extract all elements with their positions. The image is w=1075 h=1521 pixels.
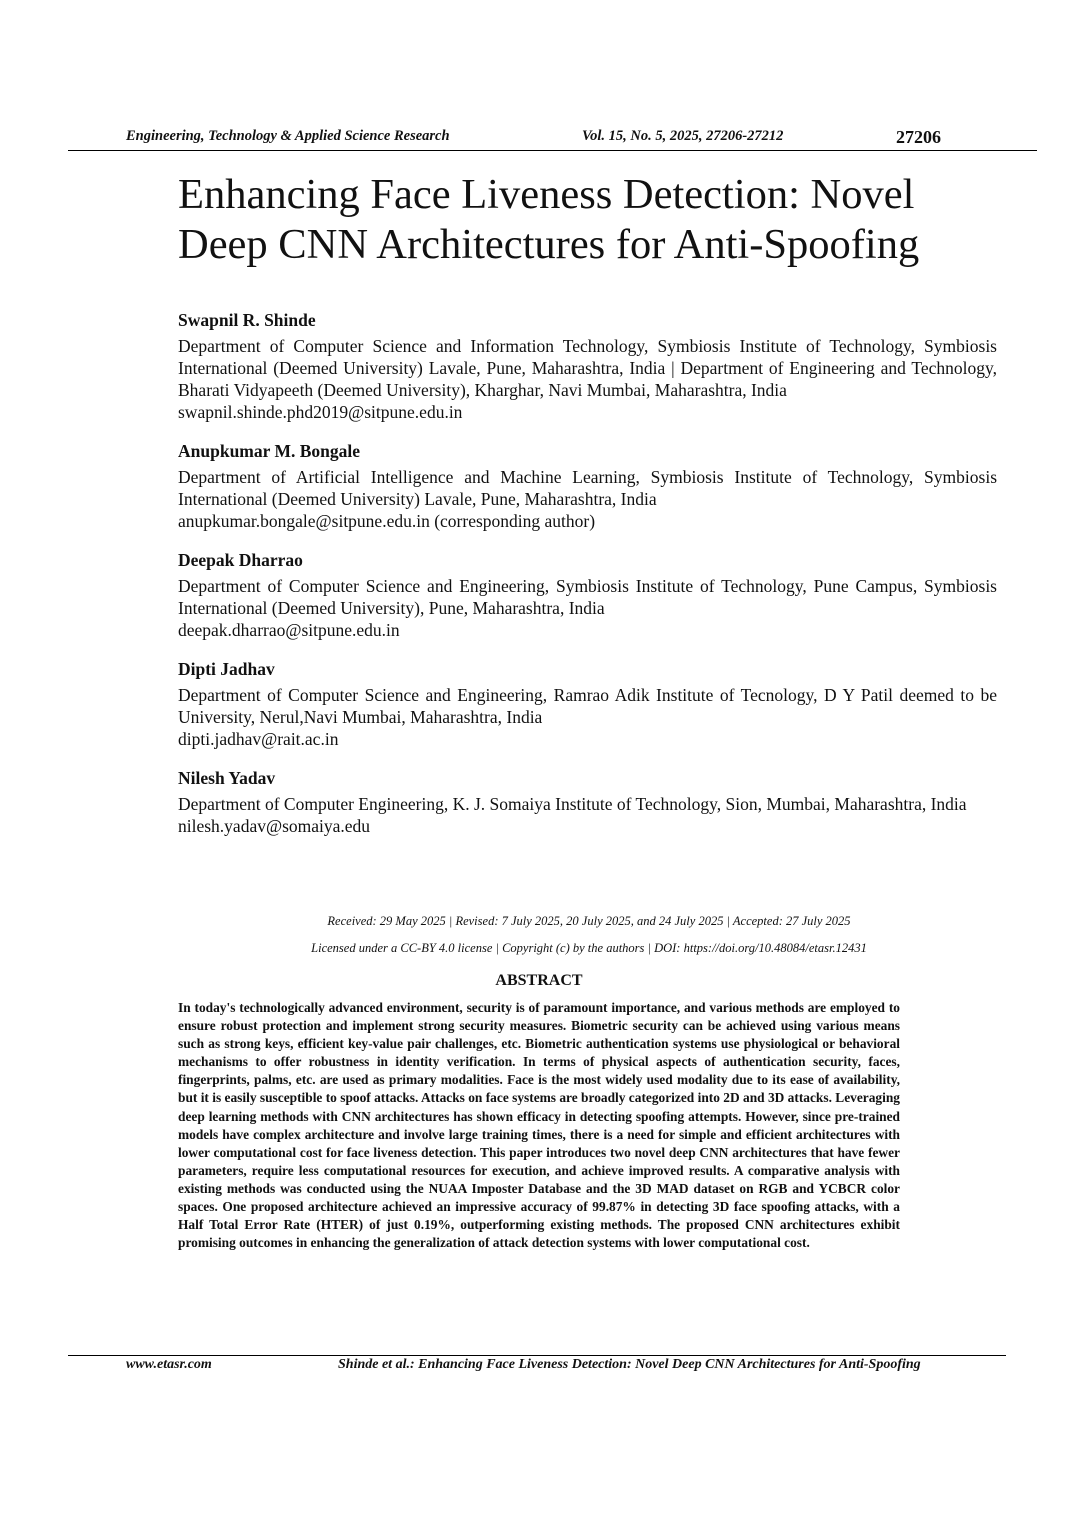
abstract-text: In today's technologically advanced environment, security is of paramount importance, and various methods are employed to ensure robust protection and implement strong security measures. Biometric security can be achieved using various means such as strong keys, efficient key-value pair challenges, etc. Biometric authentication systems use physiological or behavioral mechanisms to offer robustness in identity verification. In terms of physical aspects of authentication security, faces, fingerprints, palms, etc. are used as primary modalities. Face is the most widely used modality due to its ease of availability, but it is easily susceptible to spoof attacks. Attacks on face systems are broadly categorized into 2D and 3D attacks. Leveraging deep learning methods with CNN architectures has shown efficacy in detecting spoofing attempts. However, since pre-trained models have complex architecture and involve large training times, there is a need for simple and efficient architectures with lower computational cost for face liveness detection. This paper introduces two novel deep CNN architectures that have fewer parameters, require less computational resources for execution, and achieve improved results. A comparative analysis with existing methods was conducted using the NUAA Imposter Database and the 3D MAD dataset on RGB and YCBCR color spaces. One proposed architecture achieved an impressive accuracy of 99.87% in detecting 3D face spoofing attacks, with a Half Total Error Rate (HTER) of just 0.19%, outperforming existing methods. The proposed CNN architectures exhibit promising outcomes in enhancing the generalization of attack detection systems with lower computational cost. bbox=[178, 1000, 900, 1251]
author-name: Deepak Dharrao bbox=[178, 550, 303, 570]
author-name: Nilesh Yadav bbox=[178, 768, 276, 788]
author-name: Swapnil R. Shinde bbox=[178, 310, 316, 330]
paper-title bbox=[178, 170, 1008, 270]
author-list bbox=[178, 308, 997, 853]
author-affiliation: Department of Computer Science and Engineering, Ramrao Adik Institute of Tecnology, D Y Patil deemed to be University, Nerul,Navi Mumbai, Maharashtra, India bbox=[178, 685, 997, 727]
author-email: deepak.dharrao@sitpune.edu.in bbox=[178, 620, 400, 640]
received-dates: Received: 29 May 2025 | Revised: 7 July 2025, 20 July 2025, and 24 July 2025 | Accepted: 27 July 2025 bbox=[327, 914, 851, 928]
author-email: swapnil.shinde.phd2019@sitpune.edu.in bbox=[178, 402, 463, 422]
journal-name: Engineering, Technology & Applied Science Research bbox=[126, 128, 450, 144]
author-block bbox=[178, 548, 997, 641]
author-email: dipti.jadhav@rait.ac.in bbox=[178, 729, 339, 749]
title-line-2: Deep CNN Architectures for Anti-Spoofing bbox=[178, 221, 920, 268]
author-affiliation: Department of Computer Science and Engineering, Symbiosis Institute of Technology, Pune Campus, Symbiosis International (Deemed University), Pune, Maharashtra, India bbox=[178, 576, 997, 618]
volume-info: Vol. 15, No. 5, 2025, 27206-27212 bbox=[582, 128, 784, 144]
footer-rule bbox=[68, 1355, 1006, 1356]
header-rule bbox=[68, 150, 1037, 151]
author-email: anupkumar.bongale@sitpune.edu.in (corresponding author) bbox=[178, 511, 596, 531]
author-affiliation: Department of Computer Science and Information Technology, Symbiosis Institute of Technology, Symbiosis International (Deemed University) Lavale, Pune, Maharashtra, India | Department of Engineering and Technology, Bharati Vidyapeeth (Deemed University), Kharghar, Navi Mumbai, Maharashtra, India bbox=[178, 336, 997, 400]
author-block bbox=[178, 657, 997, 750]
page-number: 27206 bbox=[896, 127, 941, 147]
author-name: Dipti Jadhav bbox=[178, 659, 275, 679]
title-line-1: Enhancing Face Liveness Detection: Novel bbox=[178, 171, 915, 218]
license-doi: Licensed under a CC-BY 4.0 license | Copyright (c) by the authors | DOI: https://doi.org/10.48084/etasr.12431 bbox=[311, 941, 867, 955]
journal-website: www.etasr.com bbox=[126, 1357, 212, 1372]
author-email: nilesh.yadav@somaiya.edu bbox=[178, 816, 371, 836]
running-head bbox=[0, 128, 1075, 152]
author-block bbox=[178, 308, 997, 423]
author-block bbox=[178, 766, 997, 837]
footer-citation: Shinde et al.: Enhancing Face Liveness Detection: Novel Deep CNN Architectures for Anti-Spoofing bbox=[338, 1357, 921, 1372]
author-affiliation: Department of Computer Engineering, K. J. Somaiya Institute of Technology, Sion, Mumbai, Maharashtra, India bbox=[178, 794, 967, 814]
author-block bbox=[178, 439, 997, 532]
author-affiliation: Department of Artificial Intelligence and Machine Learning, Symbiosis Institute of Technology, Symbiosis International (Deemed University) Lavale, Pune, Maharashtra, India bbox=[178, 467, 997, 509]
abstract-heading: ABSTRACT bbox=[495, 972, 583, 989]
author-name: Anupkumar M. Bongale bbox=[178, 441, 361, 461]
